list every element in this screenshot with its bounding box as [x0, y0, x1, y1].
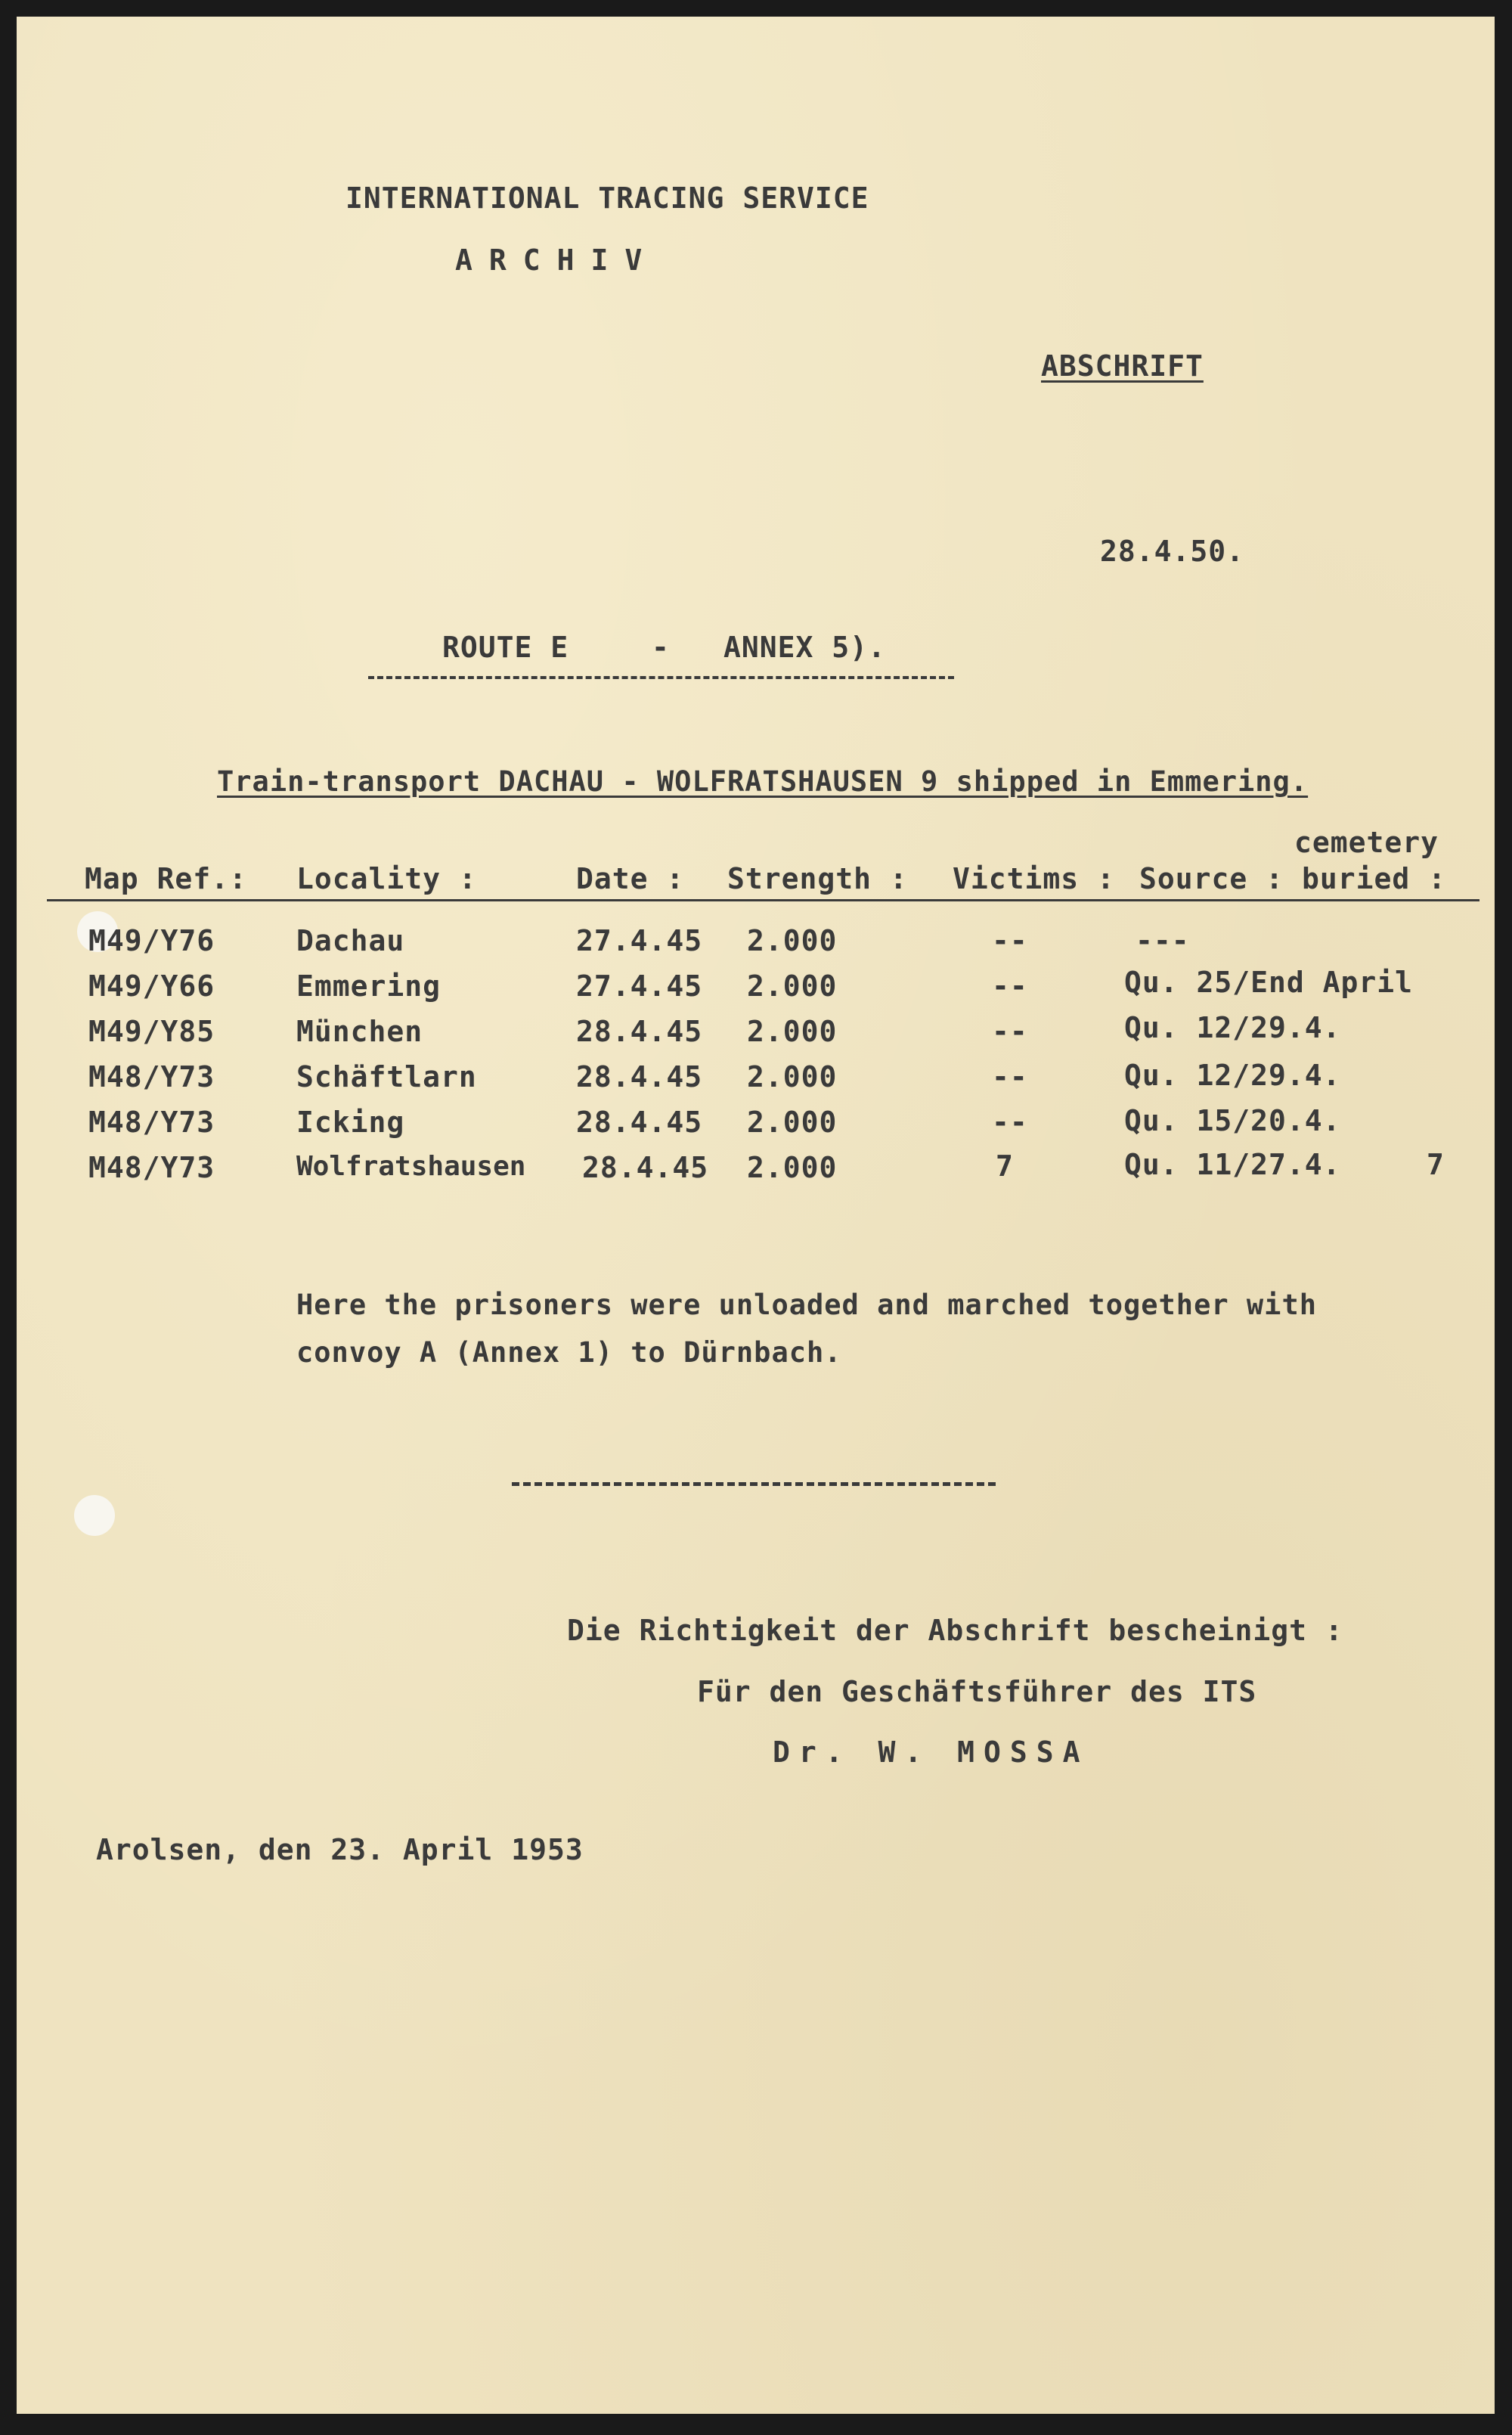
cell-victims: --	[992, 1060, 1028, 1093]
header-cemetery: cemetery	[1294, 826, 1439, 859]
annex-label: ANNEX 5).	[723, 631, 886, 664]
header-locality: Locality :	[296, 862, 477, 895]
document-page	[17, 17, 1495, 2414]
cell-map-ref: M49/Y85	[88, 1015, 215, 1048]
route-separator: -	[652, 631, 670, 664]
cell-locality: Wolfratshausen	[296, 1151, 526, 1182]
certification-signer: Dr. W. MOSSA	[773, 1736, 1089, 1769]
cell-map-ref: M49/Y76	[88, 924, 215, 957]
punch-hole-bottom	[74, 1495, 115, 1536]
cell-date: 28.4.45	[576, 1060, 703, 1093]
header-map-ref: Map Ref.:	[85, 862, 247, 895]
cell-date: 27.4.45	[576, 969, 703, 1003]
certification-line-1: Die Richtigkeit der Abschrift bescheinigt :	[567, 1614, 1343, 1647]
cell-map-ref: M48/Y73	[88, 1060, 215, 1093]
cell-map-ref: M48/Y73	[88, 1106, 215, 1139]
cell-source: Qu. 12/29.4.	[1124, 1011, 1341, 1044]
cell-locality: Dachau	[296, 924, 405, 957]
cell-locality: Emmering	[296, 969, 442, 1003]
note-line-2: convoy A (Annex 1) to Dürnbach.	[296, 1336, 842, 1369]
cell-strength: 2.000	[747, 924, 838, 957]
cell-map-ref: M49/Y66	[88, 969, 215, 1003]
route-label: ROUTE E	[442, 631, 569, 664]
cell-victims: --	[992, 969, 1028, 1003]
cell-date: 27.4.45	[576, 924, 703, 957]
cell-locality: München	[296, 1015, 423, 1048]
header-underline	[47, 899, 1479, 901]
cell-source: Qu. 11/27.4.	[1124, 1148, 1341, 1181]
header-date: Date :	[576, 862, 685, 895]
cell-victims: --	[992, 1106, 1028, 1139]
title-divider	[368, 676, 954, 679]
header-source: Source :	[1139, 862, 1284, 895]
org-name: INTERNATIONAL TRACING SERVICE	[345, 181, 869, 215]
document-type: ABSCHRIFT	[1041, 349, 1204, 383]
cell-source: ---	[1136, 924, 1190, 957]
cell-locality: Icking	[296, 1106, 405, 1139]
cell-strength: 2.000	[747, 969, 838, 1003]
cell-victims: 7	[996, 1149, 1014, 1183]
document-date: 28.4.50.	[1100, 535, 1245, 568]
cell-map-ref: M48/Y73	[88, 1151, 215, 1184]
cell-victims: --	[992, 1015, 1028, 1048]
cell-strength: 2.000	[747, 1106, 838, 1139]
section-divider	[512, 1482, 996, 1486]
cell-date: 28.4.45	[576, 1015, 703, 1048]
archive-label: ARCHIV	[455, 244, 659, 277]
cell-locality: Schäftlarn	[296, 1060, 477, 1093]
cell-date: 28.4.45	[576, 1106, 703, 1139]
cell-strength: 2.000	[747, 1015, 838, 1048]
header-buried: buried :	[1302, 862, 1447, 895]
cell-source: Qu. 15/20.4.	[1124, 1104, 1341, 1137]
cell-victims: --	[992, 924, 1028, 957]
cell-strength: 2.000	[747, 1060, 838, 1093]
cell-strength: 2.000	[747, 1151, 838, 1184]
transport-subtitle: Train-transport DACHAU - WOLFRATSHAUSEN 9 shipped in Emmering.	[217, 765, 1309, 798]
header-strength: Strength :	[727, 862, 908, 895]
place-and-date: Arolsen, den 23. April 1953	[96, 1833, 584, 1866]
cell-buried: 7	[1427, 1148, 1445, 1181]
cell-source: Qu. 12/29.4.	[1124, 1059, 1341, 1092]
header-victims: Victims :	[953, 862, 1115, 895]
cell-date: 28.4.45	[582, 1151, 709, 1184]
note-line-1: Here the prisoners were unloaded and marched together with	[296, 1289, 1318, 1321]
certification-line-2: Für den Geschäftsführer des ITS	[697, 1675, 1257, 1708]
cell-source: Qu. 25/End April	[1124, 966, 1414, 999]
